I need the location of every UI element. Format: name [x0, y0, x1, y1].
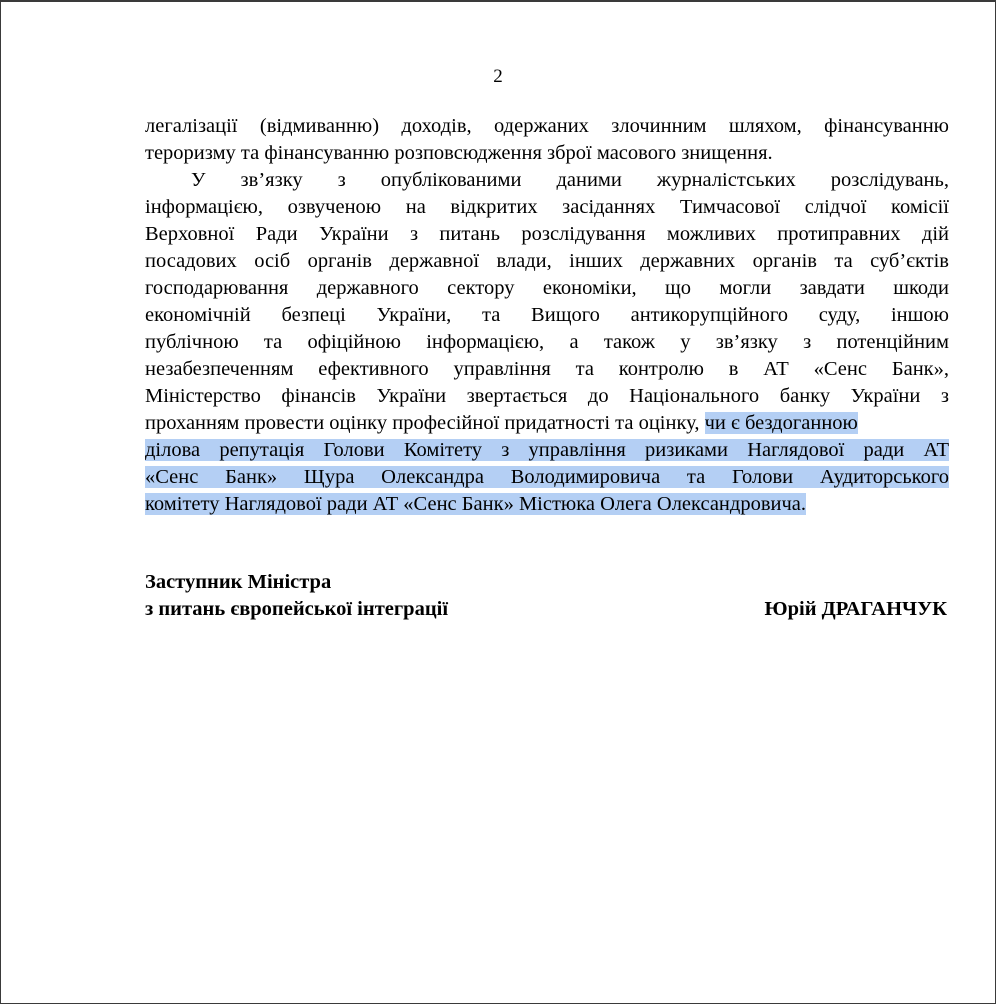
text-line-14 [145, 464, 949, 491]
page-number: 2 [493, 66, 503, 87]
text-line-6: посадових осіб органів державної влади, інших державних органів та суб’єктів [145, 250, 949, 272]
text-line-11: Міністерство фінансів України звертається до Національного банку України з [145, 385, 949, 407]
text-line-5: Верховної Ради України з питань розслідування можливих протиправних дій [145, 223, 949, 245]
text-line-1: легалізації (відмиванню) доходів, одержаних злочинним шляхом, фінансуванню [145, 115, 949, 137]
selection-highlight[interactable]: «Сенс Банк» Щура Олександра Володимировича та Голови Аудиторського [145, 466, 949, 488]
signer-name: Юрій ДРАГАНЧУК [764, 598, 947, 620]
text-line-8: економічній безпеці України, та Вищого антикорупційного суду, іншою [145, 304, 949, 326]
selection-highlight[interactable]: ділова репутація Голови Комітету з управління ризиками Наглядової ради АТ [145, 439, 949, 461]
text-line-4: інформацією, озвученою на відкритих засіданнях Тимчасової слідчої комісії [145, 196, 949, 218]
text-line-12: проханням провести оцінку професійної придатності та оцінку, чи є бездоганною [145, 412, 858, 434]
selection-highlight[interactable]: комітету Наглядової ради АТ «Сенс Банк» Містюка Олега Олександровича. [145, 493, 807, 515]
signer-position-line2: з питань європейської інтеграції [145, 598, 449, 620]
text-line-15 [145, 491, 949, 518]
text-line-13 [145, 437, 949, 464]
text-line-10: незабезпеченням ефективного управління та контролю в АТ «Сенс Банк», [145, 358, 949, 380]
text-line-7: господарювання державного сектору економіки, що могли завдати шкоди [145, 277, 949, 299]
text-line-2: тероризму та фінансуванню розповсюдження зброї масового знищення. [145, 142, 773, 164]
text-line-9: публічною та офіційною інформацією, а також у зв’язку з потенційним [145, 331, 949, 353]
signer-position-line1: Заступник Міністра [145, 571, 332, 593]
text-line-3: У зв’язку з опублікованими даними журналістських розслідувань, [191, 169, 949, 191]
selection-highlight[interactable]: чи є бездоганною [704, 412, 858, 434]
